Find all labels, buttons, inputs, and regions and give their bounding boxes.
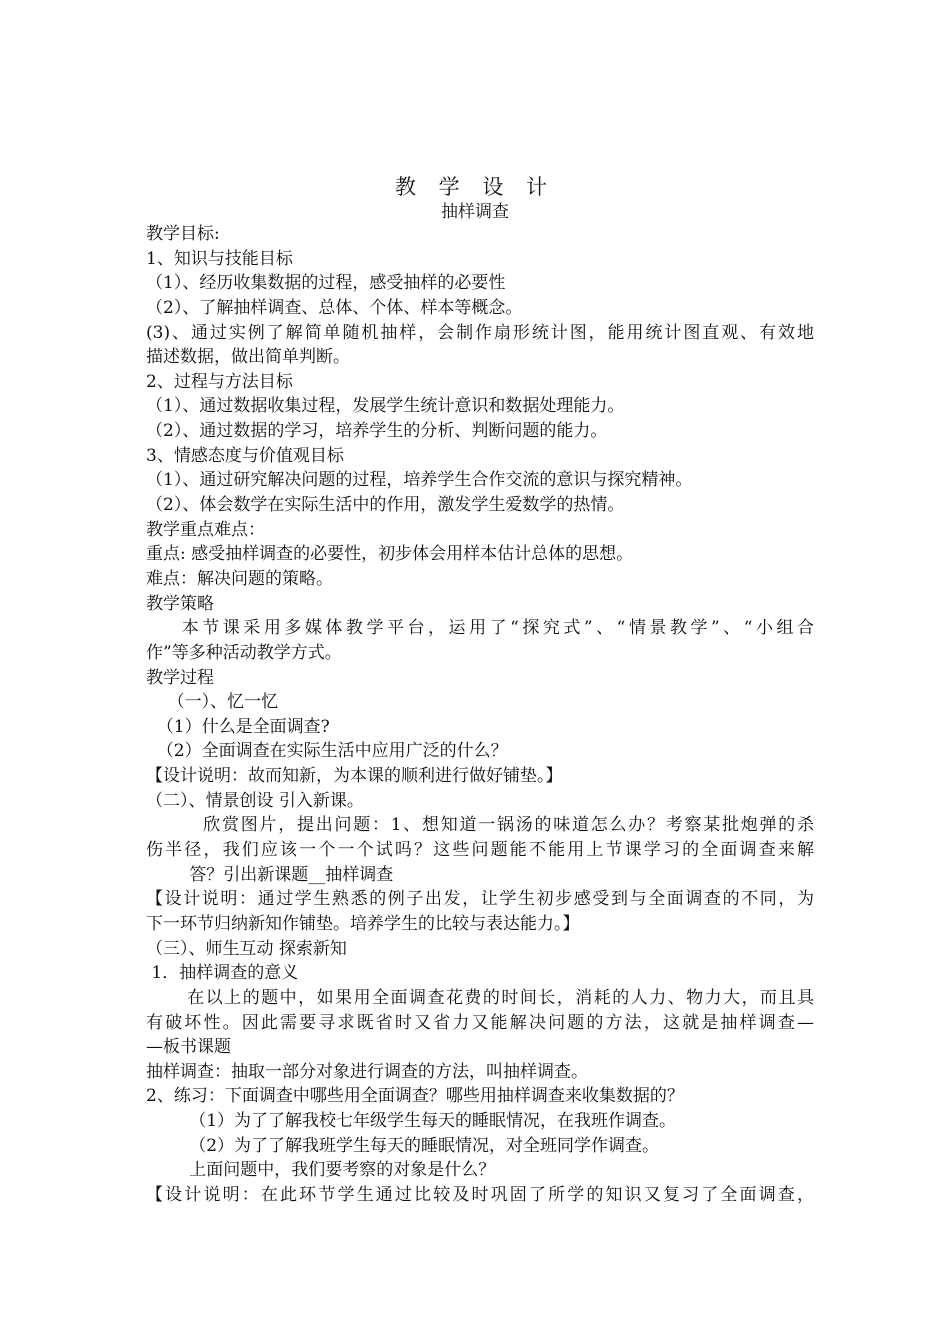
text-line: 伤半径，我们应该一个一个试吗？这些问题能不能用上节课学习的全面调查来解 <box>146 840 814 861</box>
text-line: （1）、通过数据收集过程，发展学生统计意识和数据处理能力。 <box>146 396 625 417</box>
text-line: （2）为了了解我班学生每天的睡眠情况，对全班同学作调查。 <box>146 1135 660 1156</box>
text-line: 【设计说明：在此环节学生通过比较及时巩固了所学的知识又复习了全面调查， <box>146 1184 814 1205</box>
text-line: （一）、忆一忆 <box>146 692 279 713</box>
text-line: （1）什么是全面调查? <box>146 716 330 737</box>
text-line: 重点: 感受抽样调查的必要性，初步体会用样本估计总体的思想。 <box>146 544 634 565</box>
text-line: （三）、师生互动 探索新知 <box>146 938 347 959</box>
text-line: （1）、通过研究解决问题的过程，培养学生合作交流的意识与探究精神。 <box>146 470 693 491</box>
text-line: 2、练习：下面调查中哪些用全面调查？哪些用抽样调查来收集数据的？ <box>146 1086 684 1107</box>
text-line: (3)、通过实例了解简单随机抽样，会制作扇形统计图，能用统计图直观、有效地 <box>146 322 814 343</box>
text-line: 教学重点难点： <box>146 519 265 540</box>
document-title: 教 学 设 计 <box>394 175 556 199</box>
text-line: 欣赏图片，提出问题：1、想知道一锅汤的味道怎么办？考察某批炮弹的杀 <box>146 815 814 836</box>
text-line: 教学过程 <box>146 667 214 688</box>
text-line: 描述数据，做出简单判断。 <box>146 347 350 368</box>
text-line: —板书课题 <box>146 1037 231 1058</box>
text-line: （二）、情景创设 引入新课。 <box>146 790 364 811</box>
text-line: 2、过程与方法目标 <box>146 371 293 392</box>
text-line: 本节课采用多媒体教学平台，运用了“探究式”、“情景教学”、“小组合 <box>146 618 814 639</box>
text-line: 1．抽样调查的意义 <box>146 963 299 984</box>
text-line: 下一环节归纳新知作铺垫。培养学生的比较与表达能力。】 <box>146 913 580 934</box>
text-line: （2）、通过数据的学习，培养学生的分析、判断问题的能力。 <box>146 421 608 442</box>
text-line: 3、情感态度与价值观目标 <box>146 445 344 466</box>
text-line: 教学目标: <box>146 224 220 244</box>
text-line: 有破坏性。因此需要寻求既省时又省力又能解决问题的方法，这就是抽样调查— <box>146 1012 814 1033</box>
text-line: 作”等多种活动教学方式。 <box>146 642 342 663</box>
text-line: 难点：解决问题的策略。 <box>146 568 333 589</box>
text-line: 上面问题中，我们要考察的对象是什么？ <box>146 1160 496 1181</box>
text-line: 1、知识与技能目标 <box>146 248 293 269</box>
text-line: （1）为了了解我校七年级学生每天的睡眠情况，在我班作调查。 <box>146 1111 677 1132</box>
text-line: （2）全面调查在实际生活中应用广泛的什么？ <box>146 741 508 762</box>
text-line: 教学策略 <box>146 593 214 614</box>
document-subtitle: 抽样调查 <box>441 202 509 222</box>
text-line: 答？引出新课题__抽样调查 <box>146 864 394 885</box>
text-line: （1）、经历收集数据的过程，感受抽样的必要性 <box>146 273 506 294</box>
text-line: 抽样调查：抽取一部分对象进行调查的方法，叫抽样调查。 <box>146 1061 588 1082</box>
text-line: 【设计说明：通过学生熟悉的例子出发，让学生初步感受到与全面调查的不同，为 <box>146 889 814 910</box>
text-line: 在以上的题中，如果用全面调查花费的时间长，消耗的人力、物力大，而且具 <box>146 987 814 1008</box>
text-line: （2）、体会数学在实际生活中的作用，激发学生爱数学的热情。 <box>146 495 625 516</box>
document-body <box>146 222 814 1208</box>
text-line: 【设计说明：故而知新，为本课的顺利进行做好铺垫。】 <box>146 766 563 787</box>
text-line: （2）、了解抽样调查、总体、个体、样本等概念。 <box>146 297 523 318</box>
